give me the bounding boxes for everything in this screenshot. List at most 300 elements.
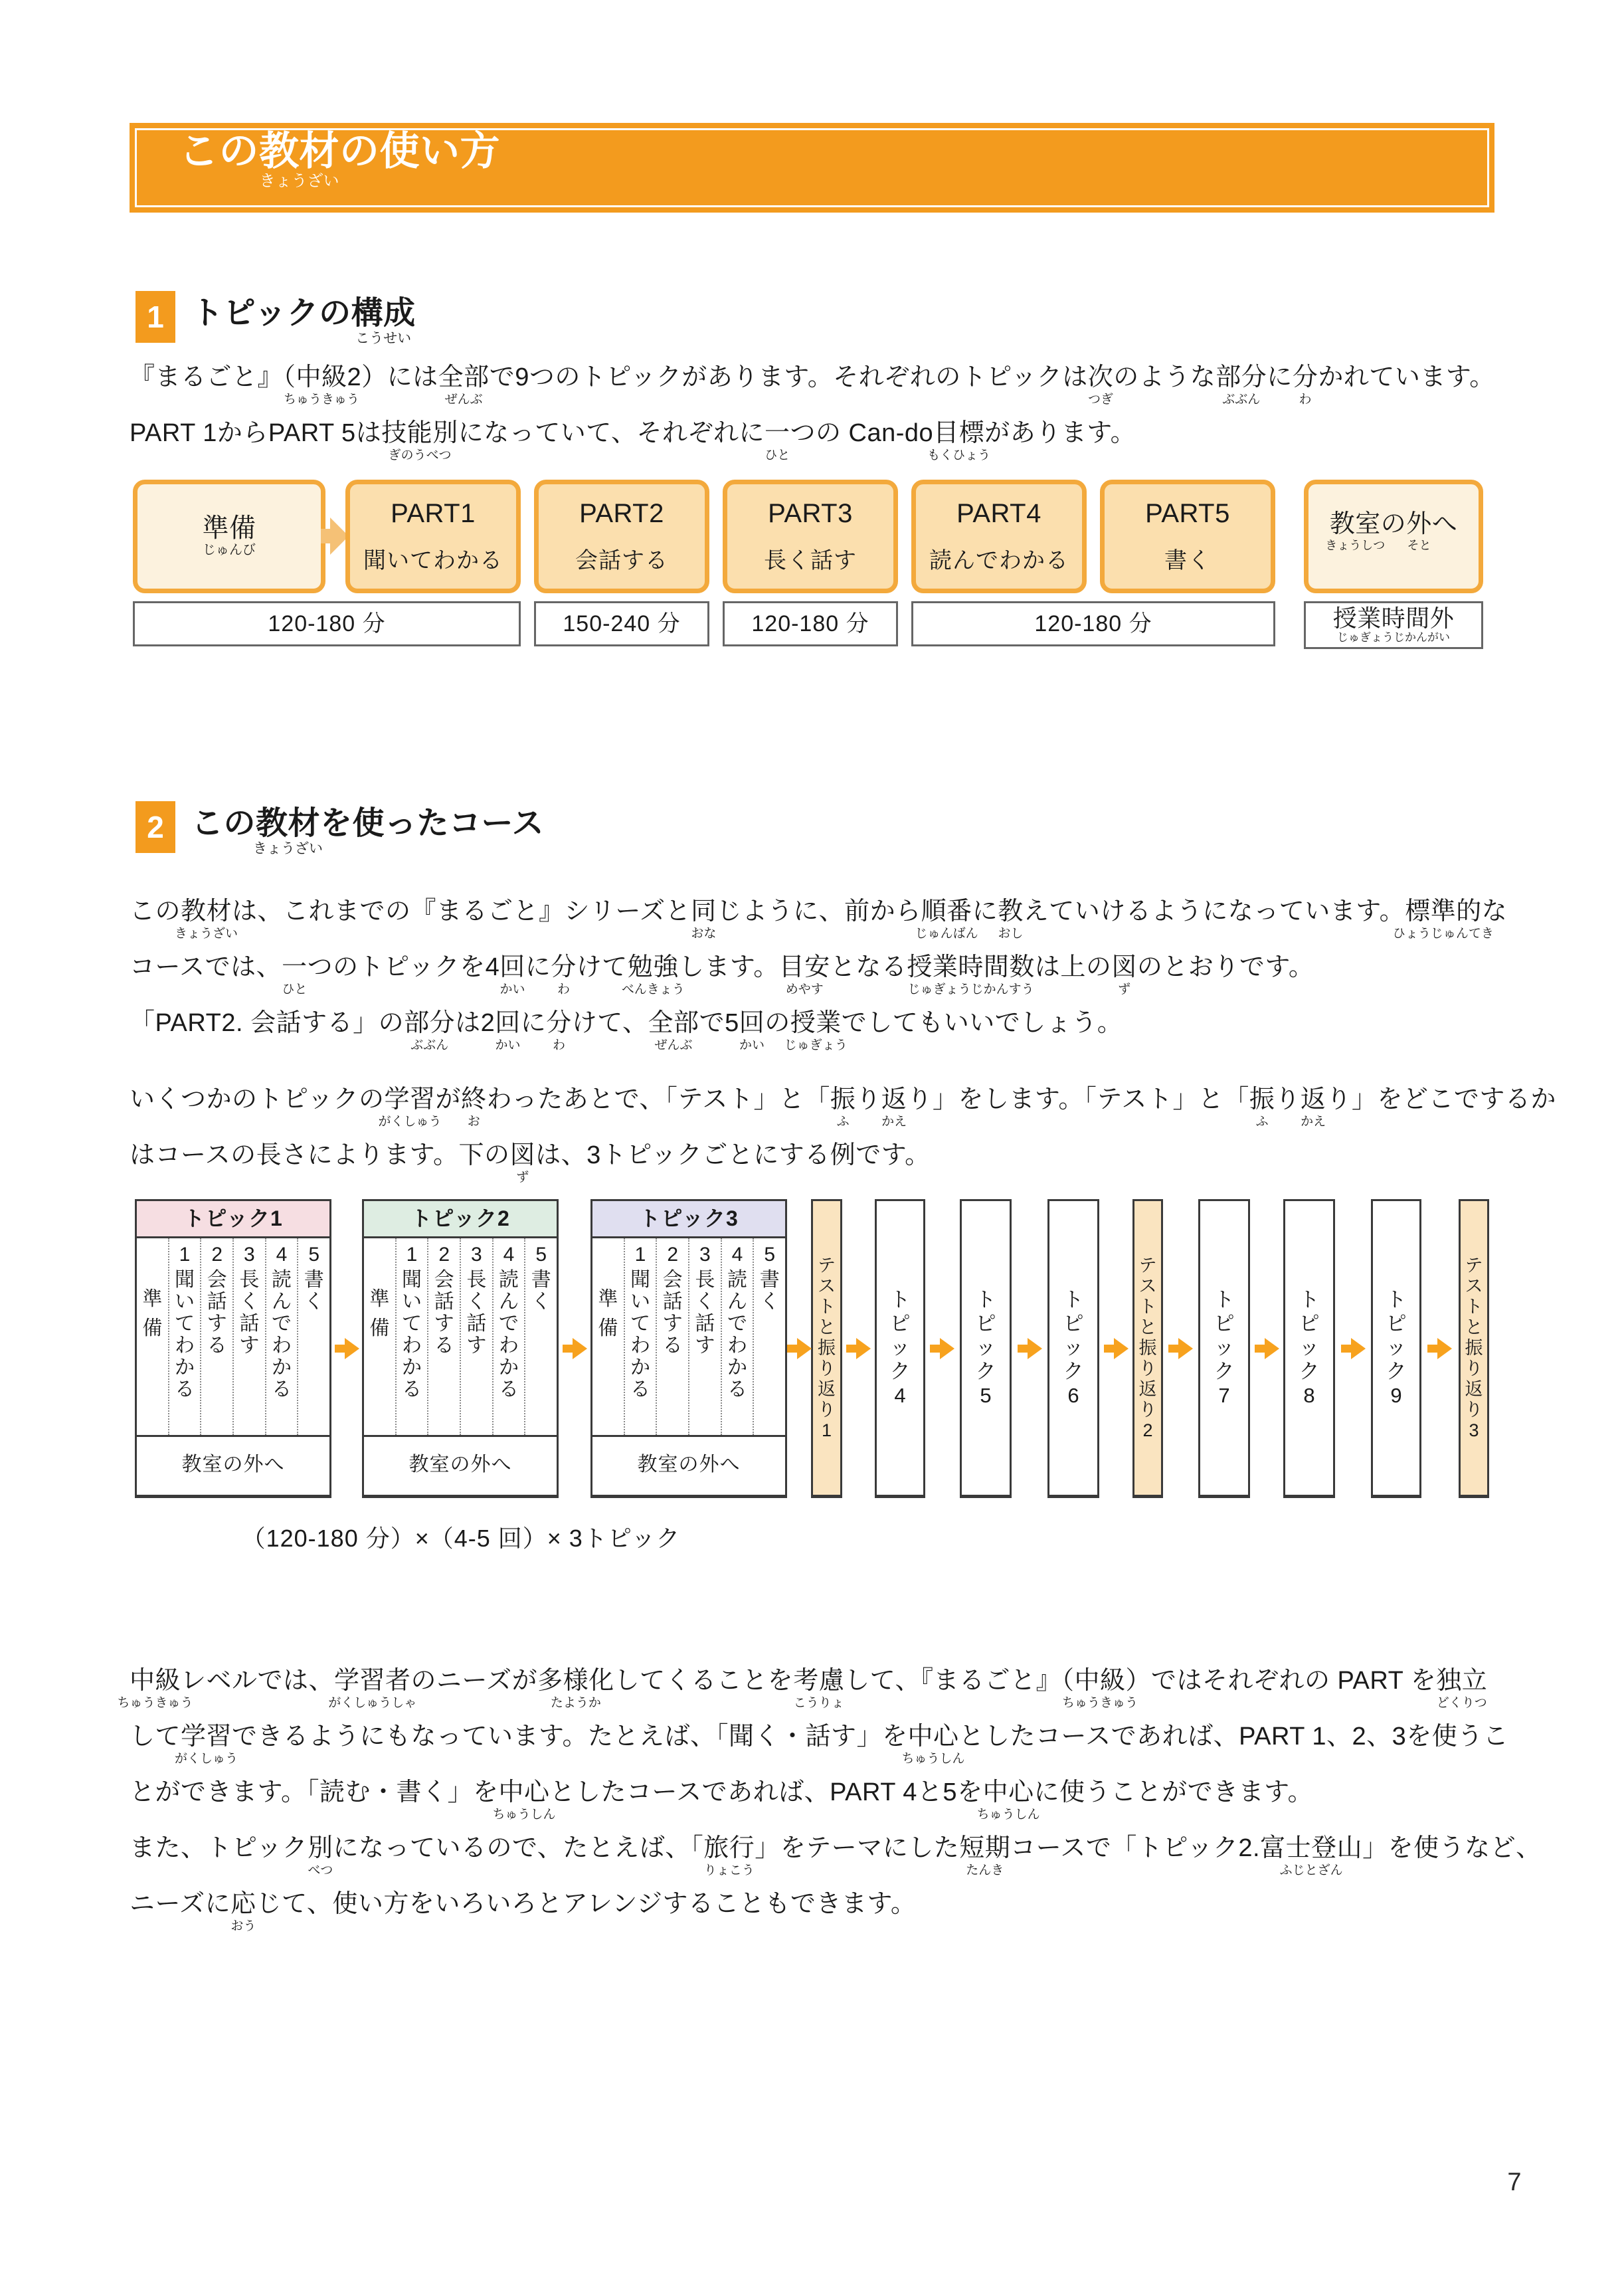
vertical-char: る [175, 1378, 195, 1400]
time-box-outside [1304, 601, 1483, 649]
text-segment: としたコースであれば、PART 1、2、3を使うこ [958, 1723, 1509, 1751]
lesson-number: 5 [308, 1244, 320, 1266]
vertical-char: る [272, 1378, 292, 1400]
vertical-char: く [239, 1291, 260, 1313]
text-segment: としたコースであれば、PART 4と5を [549, 1778, 983, 1806]
furigana: たようか [550, 1696, 601, 1710]
furigana: かい [499, 983, 525, 996]
part-label: PART1 [391, 499, 476, 528]
furigana: りょこう [703, 1863, 755, 1877]
topic-block [135, 1199, 331, 1498]
vertical-char: ト [1386, 1288, 1407, 1311]
section3-paragraph [117, 1667, 1542, 1946]
vertical-char: わ [499, 1335, 519, 1357]
vertical-char: と [818, 1317, 836, 1337]
vertical-char: 準 [142, 1288, 163, 1310]
lesson-number: 1 [406, 1244, 418, 1266]
time-box-2 [534, 601, 709, 646]
furigana: ちゅうきゅう [1061, 1696, 1138, 1710]
flow-arrow-icon [1168, 1338, 1193, 1359]
vertical-char: か [272, 1357, 292, 1378]
vertical-char: 読 [499, 1269, 519, 1291]
furigana: ぶぶん [1222, 393, 1261, 407]
text-segment: のニーズが [410, 1667, 538, 1695]
paragraph-line [130, 898, 1518, 954]
vertical-char: 会 [662, 1269, 683, 1291]
vertical-label [1465, 1256, 1483, 1441]
furigana: かい [495, 1038, 521, 1052]
text-segment: この [191, 806, 256, 841]
vertical-char: ピ [1214, 1312, 1235, 1335]
vertical-char: で [499, 1313, 519, 1335]
text-segment: はコースの長さによります。下の [130, 1141, 510, 1169]
furigana: かえ [881, 1115, 907, 1129]
furigana: ふ [1255, 1115, 1269, 1129]
text-segment: 目標 もくひょう [927, 419, 991, 462]
vertical-char: 準 [369, 1288, 390, 1310]
text-segment: コースで「トピック2. [1010, 1834, 1261, 1862]
vertical-char: ッ [975, 1336, 996, 1359]
text-segment: となる [830, 953, 907, 981]
text-segment: 返 かえ [881, 1086, 907, 1129]
part-label: PART5 [1145, 499, 1230, 528]
text-segment: な [1481, 898, 1508, 925]
topic-box [1283, 1199, 1335, 1498]
furigana: めやす [785, 983, 824, 996]
text-segment: 教材 きょうざい [259, 129, 339, 190]
vertical-char: ト [1465, 1296, 1483, 1317]
topic-block-body [364, 1238, 557, 1435]
text-segment: 終 お [461, 1086, 487, 1129]
part-label: PART2 [579, 499, 664, 528]
vertical-char: ピ [1299, 1312, 1320, 1335]
text-segment: また、トピック [130, 1834, 308, 1862]
time-box-1 [133, 601, 521, 646]
vertical-label [1063, 1288, 1084, 1408]
topic-box [875, 1199, 925, 1498]
section2-paragraph-2 [130, 1086, 1556, 1198]
lesson-column [722, 1238, 755, 1435]
text-segment: ）ではそれぞれの PART を [1125, 1667, 1437, 1695]
lesson-number: 2 [667, 1244, 679, 1266]
vertical-char: か [630, 1357, 650, 1378]
text-segment: 教材 きょうざい [253, 806, 323, 856]
prep-box [133, 480, 325, 593]
text-segment: り」をします。「テスト」と「 [907, 1086, 1249, 1113]
paragraph-line [130, 1142, 1518, 1198]
text-segment: 部分 ぶぶん [1216, 363, 1267, 407]
vertical-char: 振 [1138, 1337, 1157, 1358]
vertical-char: 聞 [630, 1269, 650, 1291]
text-segment: 」を使うなど、 [1362, 1834, 1542, 1862]
furigana: がくしゅうしゃ [328, 1696, 417, 1710]
outside-classroom-box [1304, 480, 1483, 593]
text-segment: は、3トピックごとにする例です。 [535, 1141, 931, 1169]
lesson-column [689, 1238, 722, 1435]
flow-arrow-icon [321, 518, 349, 555]
furigana: そと [1407, 539, 1431, 552]
text-segment: り」をどこでするか [1326, 1086, 1556, 1113]
lesson-column [169, 1238, 202, 1435]
text-segment: 回 かい [499, 953, 525, 996]
vertical-char: 9 [1390, 1384, 1402, 1407]
lesson-number: 1 [179, 1244, 191, 1266]
vertical-char: か [402, 1357, 422, 1378]
vertical-label [239, 1269, 259, 1357]
vertical-char: ク [1063, 1360, 1084, 1383]
flow-arrow-icon [787, 1338, 812, 1359]
furigana: どくりつ [1436, 1696, 1487, 1710]
text-segment: じように、前から [716, 898, 921, 925]
text-segment: 振 ふ [830, 1086, 856, 1129]
furigana: ちゅうしん [976, 1808, 1040, 1822]
vertical-char: ト [1299, 1288, 1320, 1311]
vertical-char: ん [727, 1291, 748, 1313]
lesson-number: 5 [764, 1244, 776, 1266]
vertical-char: す [434, 1313, 454, 1335]
furigana: ぶぶん [410, 1038, 449, 1052]
text-segment: 学習 がくしゅう [378, 1086, 442, 1129]
text-segment: 別 べつ [307, 1834, 333, 1877]
furigana: おな [691, 927, 717, 941]
furigana: ぎのうべつ [388, 448, 452, 462]
vertical-char: ト [889, 1288, 911, 1311]
flow-arrow-icon [335, 1338, 359, 1359]
lesson-column [137, 1238, 169, 1435]
vertical-char: る [630, 1378, 650, 1400]
furigana: ぜんぶ [654, 1038, 693, 1052]
course-flow-diagram [0, 1199, 1624, 1498]
vertical-label [304, 1269, 324, 1313]
section2-number-badge: 2 [135, 801, 175, 853]
furigana: ひと [765, 448, 790, 462]
text-segment: 分 わ [546, 1009, 572, 1052]
vertical-char: 返 [818, 1378, 836, 1399]
vertical-char: 話 [239, 1313, 260, 1335]
vertical-char: ク [1214, 1360, 1235, 1383]
vertical-char: か [727, 1357, 748, 1378]
vertical-char: す [207, 1313, 227, 1335]
vertical-label [272, 1269, 292, 1400]
page-number: 7 [1507, 2168, 1522, 2196]
furigana: きょうざい [253, 841, 323, 856]
text-segment: つの Can-do [790, 419, 934, 447]
vertical-char: で [727, 1313, 748, 1335]
lesson-column [754, 1238, 785, 1435]
vertical-char: 話 [695, 1313, 715, 1335]
vertical-char: す [662, 1313, 683, 1335]
vertical-char: 会 [207, 1269, 227, 1291]
topic-block-title: トピック3 [592, 1201, 785, 1238]
furigana: たんき [966, 1863, 1004, 1877]
furigana: ちゅうしん [901, 1752, 965, 1766]
paragraph-line [130, 1723, 1518, 1779]
text-segment: 中級 ちゅうきゅう [284, 363, 360, 407]
time-label: 150-240 分 [563, 611, 681, 636]
vertical-char: ク [1299, 1360, 1320, 1383]
vertical-label [1139, 1256, 1157, 1441]
vertical-char: り [1138, 1399, 1157, 1420]
vertical-char: す [695, 1335, 715, 1357]
vertical-char: と [1465, 1317, 1483, 1337]
vertical-label [818, 1256, 836, 1441]
vertical-label [727, 1269, 747, 1400]
time-label: 120-180 分 [1034, 611, 1152, 636]
lesson-column [397, 1238, 429, 1435]
vertical-label [1299, 1288, 1320, 1408]
vertical-char: る [662, 1335, 683, 1357]
furigana: わ [557, 983, 571, 996]
text-segment: り [856, 1086, 881, 1113]
text-segment: えていけるようになっています。 [1023, 898, 1405, 925]
text-segment: に [525, 953, 551, 981]
vertical-char: か [499, 1357, 519, 1378]
vertical-label [890, 1288, 911, 1408]
furigana: じゅぎょうじかんすう [907, 983, 1034, 996]
vertical-char: 備 [369, 1317, 390, 1339]
part-box [911, 480, 1087, 593]
lesson-column [625, 1238, 658, 1435]
outside-classroom-footer: 教室の外へ [364, 1435, 557, 1494]
vertical-label [402, 1269, 422, 1400]
vertical-char: て [402, 1313, 422, 1335]
flow-arrow-icon [1255, 1338, 1279, 1359]
vertical-label [531, 1269, 551, 1313]
paragraph-line [130, 1834, 1542, 1891]
text-segment: PART 1からPART 5は [130, 419, 382, 447]
text-segment: 多様化 たようか [537, 1667, 614, 1710]
section2-heading [135, 801, 544, 860]
outside-classroom-label [1325, 510, 1458, 555]
text-segment: でしてもいいでしょう。 [841, 1009, 1123, 1037]
text-segment: 考慮 こうりょ [793, 1667, 845, 1710]
vertical-char: る [434, 1335, 454, 1357]
vertical-char: ッ [1386, 1336, 1407, 1359]
vertical-char: い [630, 1291, 650, 1313]
vertical-char: ト [818, 1296, 836, 1317]
text-segment: 構成 こうせい [351, 296, 416, 346]
vertical-label [976, 1288, 996, 1408]
vertical-char: 準 [598, 1288, 618, 1310]
time-box-3 [723, 601, 898, 646]
text-segment: の [765, 1009, 790, 1037]
text-segment: 授業時間外 じゅぎょうじかんがい [1332, 605, 1455, 644]
text-segment: 一 ひと [282, 953, 308, 996]
lesson-column [298, 1238, 329, 1435]
topic-box [1198, 1199, 1250, 1498]
vertical-label [142, 1285, 162, 1343]
vertical-char: ク [975, 1360, 996, 1383]
text-segment: 同 おな [691, 898, 717, 941]
vertical-char: る [727, 1378, 748, 1400]
flow-arrow-icon [846, 1338, 871, 1359]
text-segment: 中心 ちゅうしん [976, 1778, 1040, 1822]
lesson-number: 2 [438, 1244, 450, 1266]
text-segment: 全部 ぜんぶ [648, 1009, 699, 1052]
vertical-char: わ [727, 1335, 748, 1357]
text-segment: 技能別 ぎのうべつ [381, 419, 458, 462]
vertical-char: わ [175, 1335, 195, 1357]
topic-box [1047, 1199, 1099, 1498]
vertical-char: る [207, 1335, 227, 1357]
furigana: ず [1118, 983, 1131, 996]
vertical-char: と [1138, 1317, 1157, 1337]
text-segment: つのトピックを4 [307, 953, 500, 981]
furigana: じゅぎょう [784, 1038, 848, 1052]
text-segment: 標準的 ひょうじゅんてき [1392, 898, 1494, 941]
furigana: おう [230, 1919, 256, 1933]
vertical-char: 書 [531, 1269, 551, 1291]
vertical-char: 話 [434, 1291, 454, 1313]
vertical-char: 長 [466, 1269, 487, 1291]
lesson-number: 2 [211, 1244, 223, 1266]
text-segment: 授業 じゅぎょう [784, 1009, 848, 1052]
vertical-char: 備 [142, 1317, 163, 1339]
flow-arrow-icon [1427, 1338, 1452, 1359]
vertical-char: り [1465, 1399, 1483, 1420]
text-segment: じて、使い方をいろいろとアレンジすることもできます。 [256, 1890, 917, 1918]
vertical-char: 書 [759, 1269, 780, 1291]
vertical-char: わ [402, 1335, 422, 1357]
lesson-column [201, 1238, 234, 1435]
text-segment: 外 そと [1406, 510, 1432, 552]
vertical-label [175, 1269, 195, 1400]
furigana: ひょうじゅんてき [1392, 927, 1494, 941]
text-segment: 教室 きょうしつ [1325, 510, 1386, 552]
furigana: わ [553, 1038, 566, 1052]
section1-number-badge: 1 [135, 291, 175, 343]
text-segment: 中級 ちゅうきゅう [117, 1667, 193, 1710]
text-segment: の使い方 [339, 129, 500, 173]
topic-box [960, 1199, 1012, 1498]
flow-arrow-icon [1104, 1338, 1128, 1359]
flow-arrow-icon [930, 1338, 954, 1359]
lesson-column [494, 1238, 526, 1435]
course-flow-caption: （120-180 分）×（4-5 回）× 3トピック [241, 1525, 681, 1552]
text-segment: 」をテーマにした [755, 1834, 960, 1862]
vertical-label [663, 1269, 683, 1357]
time-box-4 [911, 601, 1275, 646]
lesson-number: 3 [699, 1244, 711, 1266]
text-segment: 旅行 りょこう [703, 1834, 755, 1877]
text-segment: けて、 [571, 1009, 648, 1037]
vertical-char: 読 [272, 1269, 292, 1291]
flow-arrow-icon [1018, 1338, 1042, 1359]
text-segment: になっているので、たとえば、「 [333, 1834, 704, 1862]
prep-box-label [203, 514, 256, 559]
text-segment: 部分 ぶぶん [404, 1009, 456, 1052]
vertical-char: す [466, 1335, 487, 1357]
vertical-char: 話 [662, 1291, 683, 1313]
text-segment: 全部 ぜんぶ [438, 363, 490, 407]
vertical-char: テ [1465, 1255, 1483, 1276]
text-segment: この [130, 898, 181, 925]
vertical-char: ス [818, 1276, 836, 1296]
text-segment: してくることを [614, 1667, 794, 1695]
vertical-label [760, 1269, 780, 1313]
text-segment: 順番 じゅんばん [915, 898, 978, 941]
text-segment: 富士登山 ふじとざん [1260, 1834, 1363, 1877]
outside-time-label [1332, 605, 1455, 644]
vertical-label [466, 1269, 486, 1357]
furigana: ず [516, 1171, 529, 1185]
vertical-char: ッ [1299, 1336, 1320, 1359]
vertical-char: 5 [980, 1384, 992, 1407]
part-skill-label: 会話する [575, 548, 668, 573]
test-review-box [1132, 1199, 1163, 1498]
vertical-char: り [818, 1358, 836, 1378]
text-segment: 次 つぎ [1087, 363, 1114, 407]
text-segment: 分 わ [1292, 363, 1318, 407]
text-segment: 準備 じゅんび [202, 514, 256, 557]
vertical-char: 聞 [175, 1269, 195, 1291]
vertical-char: く [531, 1291, 551, 1313]
topic-block [362, 1199, 559, 1498]
test-review-box [1459, 1199, 1489, 1498]
text-segment: わったあとで、「テスト」と「 [486, 1086, 830, 1113]
text-segment: 2）には [347, 363, 438, 391]
vertical-label [434, 1269, 454, 1357]
text-segment: 回 かい [739, 1009, 765, 1052]
vertical-char: ス [1138, 1276, 1157, 1296]
vertical-char: る [402, 1378, 422, 1400]
text-segment: 中心 ちゅうしん [901, 1723, 965, 1766]
lesson-column [428, 1238, 461, 1435]
furigana: ちゅうしん [492, 1808, 556, 1822]
furigana: わ [1299, 393, 1312, 407]
vertical-char: 3 [1469, 1420, 1479, 1440]
part-skill-label: 長く話す [764, 548, 857, 573]
paragraph-line [130, 1891, 1518, 1946]
furigana: じゅぎょうじかんがい [1336, 631, 1450, 644]
part-box [723, 480, 898, 593]
vertical-char: く [695, 1291, 715, 1313]
vertical-char: 書 [304, 1269, 324, 1291]
vertical-char: 6 [1067, 1384, 1079, 1407]
vertical-char: 8 [1303, 1384, 1315, 1407]
flow-arrow-icon [1341, 1338, 1366, 1359]
text-segment: いくつかのトピックの [130, 1086, 385, 1113]
furigana: ちゅうきゅう [284, 393, 360, 407]
lesson-column [657, 1238, 689, 1435]
furigana: ふ [836, 1115, 850, 1129]
lesson-column [461, 1238, 494, 1435]
vertical-char: り [1465, 1358, 1483, 1378]
outside-classroom-footer: 教室の外へ [137, 1435, 329, 1494]
lesson-number: 3 [471, 1244, 482, 1266]
text-segment: があります。 [984, 419, 1136, 447]
part-box [1100, 480, 1275, 593]
text-segment: 授業時間数 じゅぎょうじかんすう [907, 953, 1035, 996]
paragraph-line [130, 954, 1518, 1010]
vertical-char: て [175, 1313, 195, 1335]
vertical-char: テ [1138, 1255, 1157, 1276]
text-segment: します。 [678, 953, 779, 981]
vertical-char: ピ [1386, 1312, 1407, 1335]
text-segment: になっていて、それぞれに [458, 419, 765, 447]
text-segment: に [972, 898, 998, 925]
furigana: じゅんばん [915, 927, 978, 941]
lesson-number: 4 [276, 1244, 288, 1266]
vertical-char: ッ [1063, 1336, 1084, 1359]
paragraph-line [117, 1667, 1518, 1723]
lesson-number: 4 [503, 1244, 515, 1266]
vertical-char: ク [1386, 1360, 1407, 1383]
part-skill-label: 聞いてわかる [363, 548, 503, 573]
vertical-char: ピ [975, 1312, 996, 1335]
text-segment: 学習 がくしゅう [175, 1723, 238, 1766]
section1-title [191, 291, 416, 350]
